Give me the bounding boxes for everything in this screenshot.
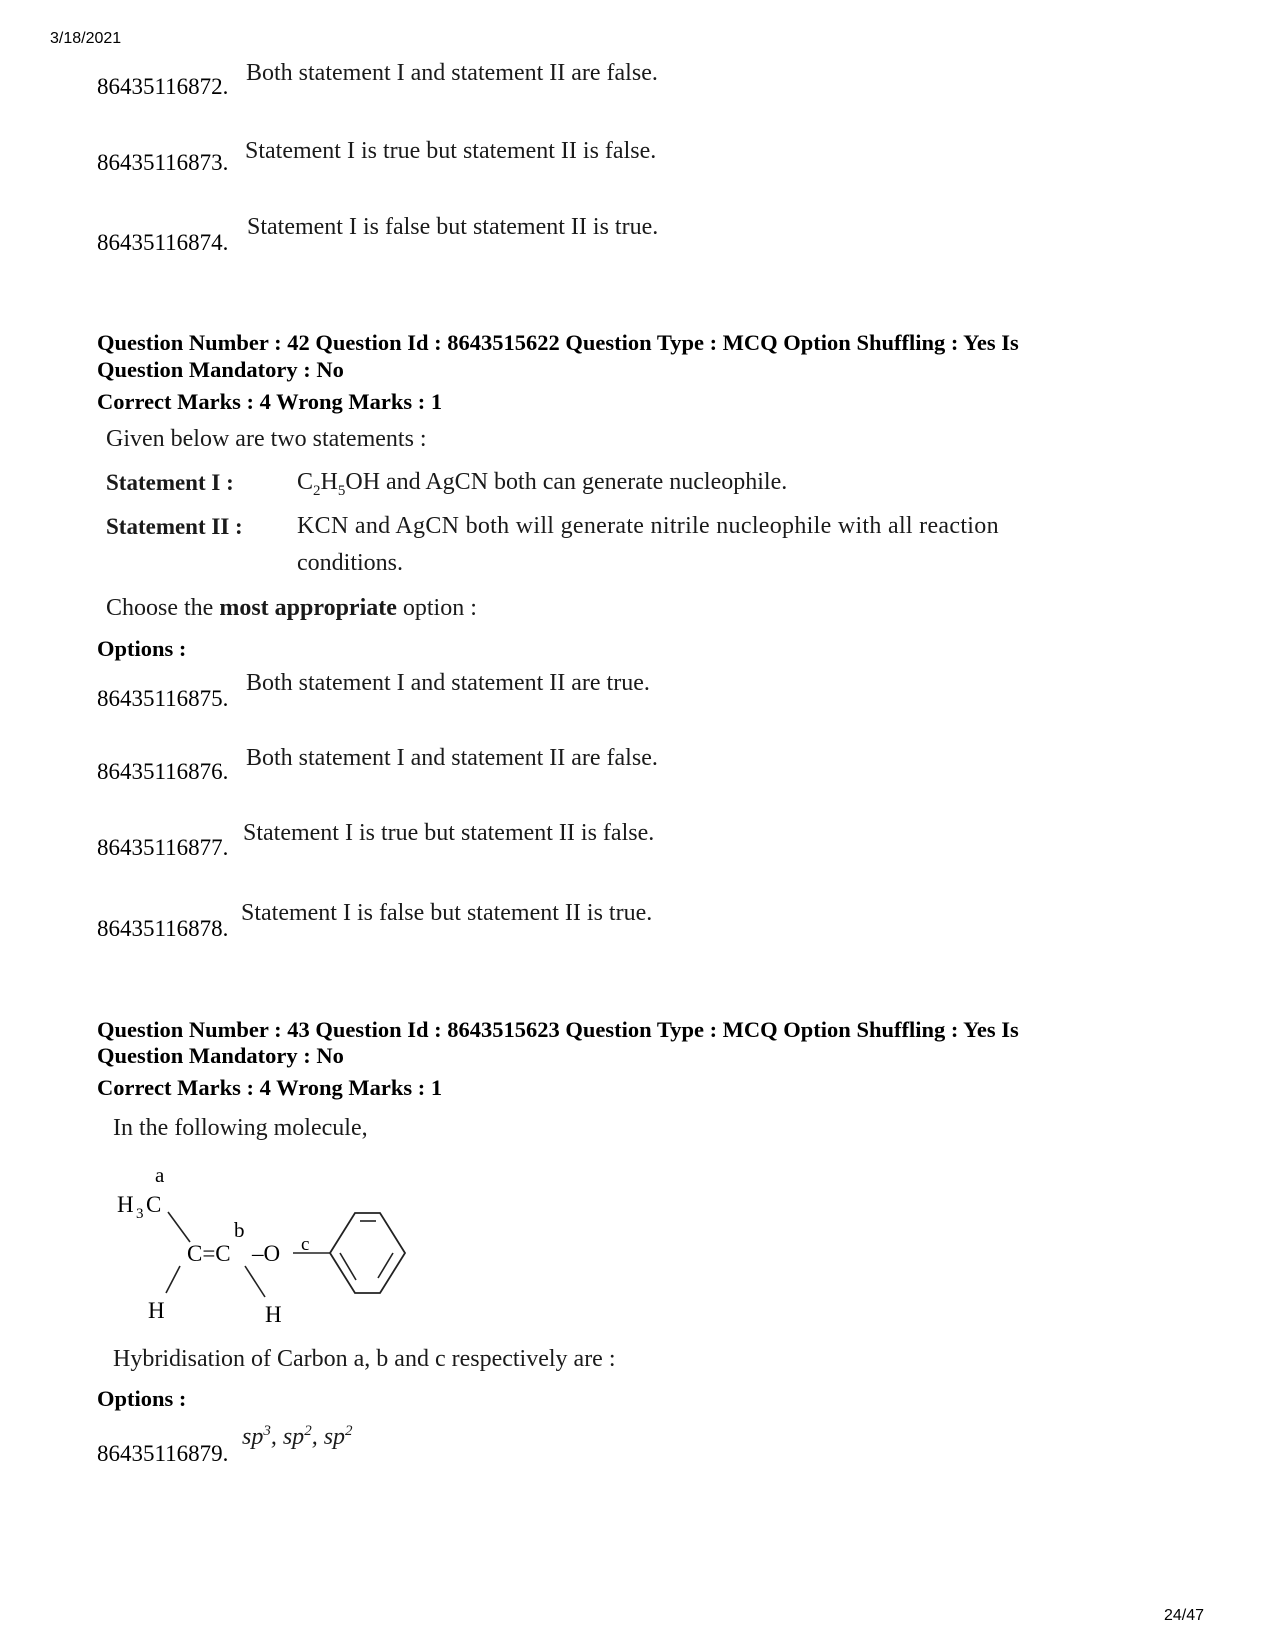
label-c: c — [301, 1234, 310, 1255]
oxygen-atom: –O — [252, 1241, 281, 1266]
alkene-carbons: C=C — [187, 1241, 231, 1266]
option-text: Statement I is false but statement II is true. — [247, 214, 659, 240]
question-header: Question Number : 42 Question Id : 8643515622 Question Type : MCQ Option Shuffling : Yes Is — [97, 330, 1019, 355]
bond-ch3-c — [168, 1212, 190, 1242]
molecule-structure — [100, 1160, 420, 1335]
options-label: Options : — [97, 636, 187, 661]
option-id: 86435116872. — [97, 74, 229, 99]
print-date: 3/18/2021 — [50, 30, 122, 47]
bond-c-h-left — [166, 1266, 180, 1293]
choose-instruction: Choose the most appropriate option : — [106, 595, 477, 621]
label-b: b — [234, 1218, 245, 1242]
benzene-ring — [330, 1213, 405, 1293]
statement-1-label: Statement I : — [106, 470, 234, 495]
option-id: 86435116876. — [97, 759, 229, 784]
methyl-subscript: 3 — [136, 1206, 144, 1222]
question-intro: Given below are two statements : — [106, 426, 427, 452]
question-intro: In the following molecule, — [113, 1115, 368, 1141]
statement-2-text: KCN and AgCN both will generate nitrile nucleophile with all reaction — [297, 513, 999, 539]
question-header: Question Number : 43 Question Id : 8643515623 Question Type : MCQ Option Shuffling : Yes Is — [97, 1017, 1019, 1042]
option-text: Both statement I and statement II are false. — [246, 60, 658, 86]
hydrogen-left: H — [148, 1298, 165, 1323]
options-label: Options : — [97, 1386, 187, 1411]
question-mandatory: Question Mandatory : No — [97, 1043, 344, 1068]
methyl-c: C — [146, 1192, 162, 1217]
bond-c-h-right — [245, 1266, 265, 1297]
option-text: Both statement I and statement II are true. — [246, 670, 650, 696]
option-text: Both statement I and statement II are false. — [246, 745, 658, 771]
question-marks: Correct Marks : 4 Wrong Marks : 1 — [97, 1075, 443, 1100]
methyl-h: H — [117, 1192, 134, 1217]
ring-double-bond — [340, 1253, 356, 1280]
hydrogen-right: H — [265, 1302, 282, 1327]
option-id: 86435116877. — [97, 835, 229, 860]
statement-1-text: $C_2H_5OH$ and AgCN both can generate nucleophile. — [297, 469, 788, 499]
option-id: 86435116878. — [97, 916, 229, 941]
question-marks: Correct Marks : 4 Wrong Marks : 1 — [97, 389, 443, 414]
option-text: Statement I is true but statement II is false. — [245, 138, 657, 164]
option-id: 86435116879. — [97, 1441, 229, 1466]
question-text: Hybridisation of Carbon a, b and c respectively are : — [113, 1346, 616, 1372]
option-text: Statement I is false but statement II is true. — [241, 900, 653, 926]
option-id: 86435116874. — [97, 230, 229, 255]
option-id: 86435116873. — [97, 150, 229, 175]
statement-2-label: Statement II : — [106, 514, 243, 539]
label-a: a — [155, 1163, 165, 1187]
page-number: 24/47 — [1164, 1607, 1205, 1624]
option-text: $sp^3$, $sp^2$, $sp^2$ — [242, 1423, 353, 1450]
option-id: 86435116875. — [97, 686, 229, 711]
option-text: Statement I is true but statement II is false. — [243, 820, 655, 846]
question-mandatory: Question Mandatory : No — [97, 357, 344, 382]
statement-2-text-cont: conditions. — [297, 550, 403, 576]
